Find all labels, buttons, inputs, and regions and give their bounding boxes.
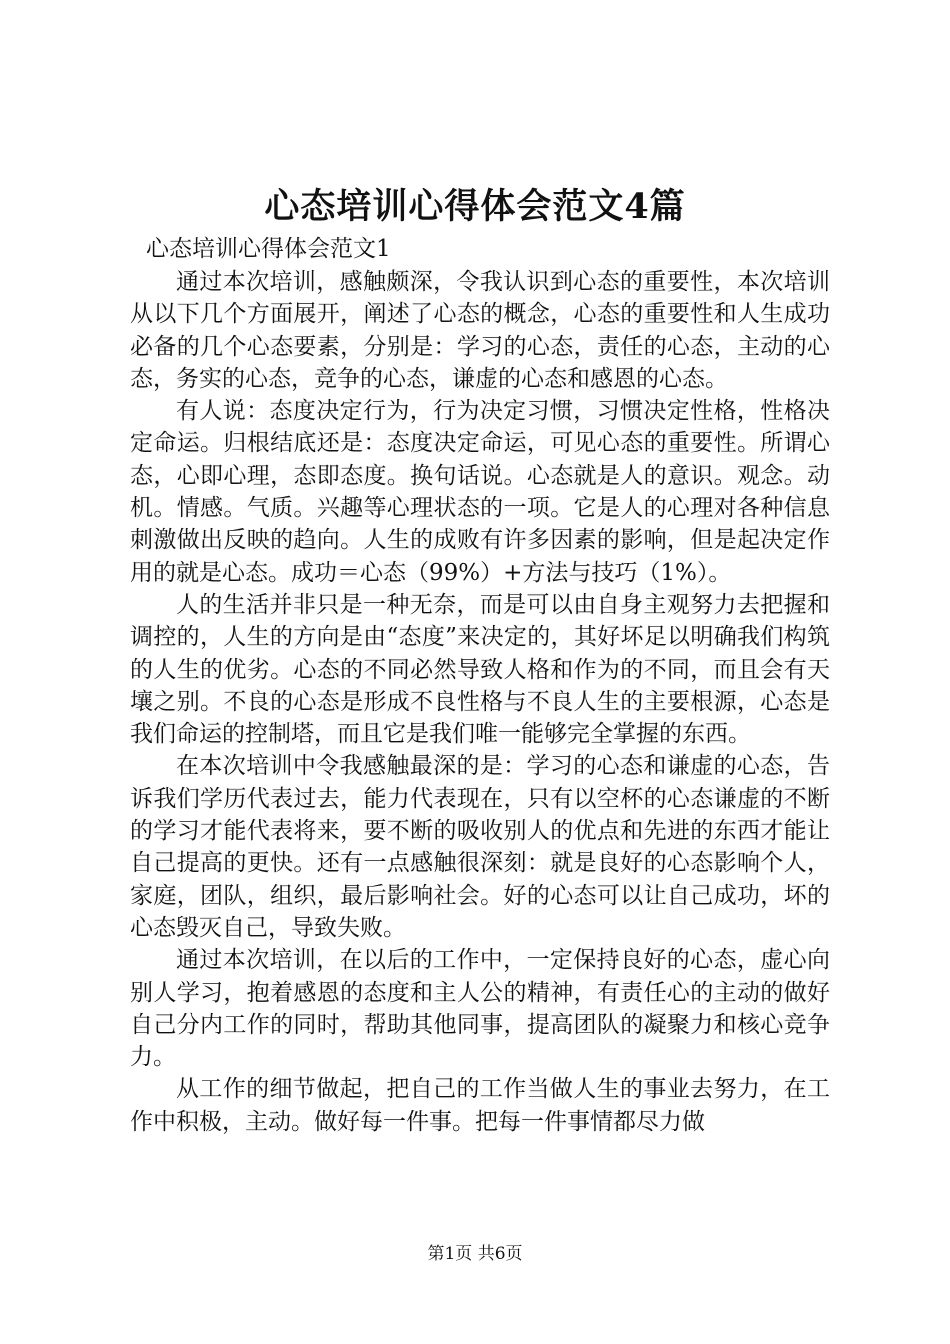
document-body — [130, 232, 830, 1138]
paragraph-6: 从工作的细节做起，把自己的工作当做人生的事业去努力，在工作中积极，主动。做好每一件事。把每一件事情都尽力做 — [130, 1076, 830, 1135]
paragraph-2: 有人说：态度决定行为，行为决定习惯，习惯决定性格，性格决定命运。归根结底还是：态度决定命运，可见心态的重要性。所谓心态，心即心理，态即态度。换句话说。心态就是人的意识。观念。动机。情感。气质。兴趣等心理状态的一项。它是人的心理对各种信息刺激做出反映的趋向。人生的成败有许多因素的影响，但是起决定作用的就是心态。成功＝心态（99%）+方法与技巧（1%）。 — [130, 398, 830, 586]
paragraph-1: 通过本次培训，感触颇深，令我认识到心态的重要性，本次培训从以下几个方面展开，阐述了心态的概念，心态的重要性和人生成功必备的几个心态要素，分别是：学习的心态，责任的心态，主动的心态，务实的心态，竞争的心态，谦虚的心态和感恩的心态。 — [130, 269, 830, 392]
document-title: 心态培训心得体会范文4篇 — [264, 186, 686, 227]
paragraph-5: 通过本次培训，在以后的工作中，一定保持良好的心态，虚心向别人学习，抱着感恩的态度和主人公的精神，有责任心的主动的做好自己分内工作的同时，帮助其他同事，提高团队的凝聚力和核心竞争力。 — [130, 947, 830, 1071]
section-heading: 心态培训心得体会范文1 — [146, 236, 391, 262]
paragraph-3: 人的生活并非只是一种无奈，而是可以由自身主观努力去把握和调控的，人生的方向是由“态度”来决定的，其好坏足以明确我们构筑的人生的优劣。心态的不同必然导致人格和作为的不同，而且会有天壤之别。不良的心态是形成不良性格与不良人生的主要根源，心态是我们命运的控制塔，而且它是我们唯一能够完全掌握的东西。 — [130, 591, 830, 748]
paragraph-4: 在本次培训中令我感触最深的是：学习的心态和谦虚的心态，告诉我们学历代表过去，能力代表现在，只有以空杯的心态谦虚的不断的学习才能代表将来，要不断的吸收别人的优点和先进的东西才能让自己提高的更快。还有一点感触很深刻：就是良好的心态影响个人，家庭，团队，组织，最后影响社会。好的心态可以让自己成功，坏的心态毁灭自己，导致失败。 — [130, 753, 830, 941]
page-number-footer: 第1页 共6页 — [427, 1244, 523, 1264]
